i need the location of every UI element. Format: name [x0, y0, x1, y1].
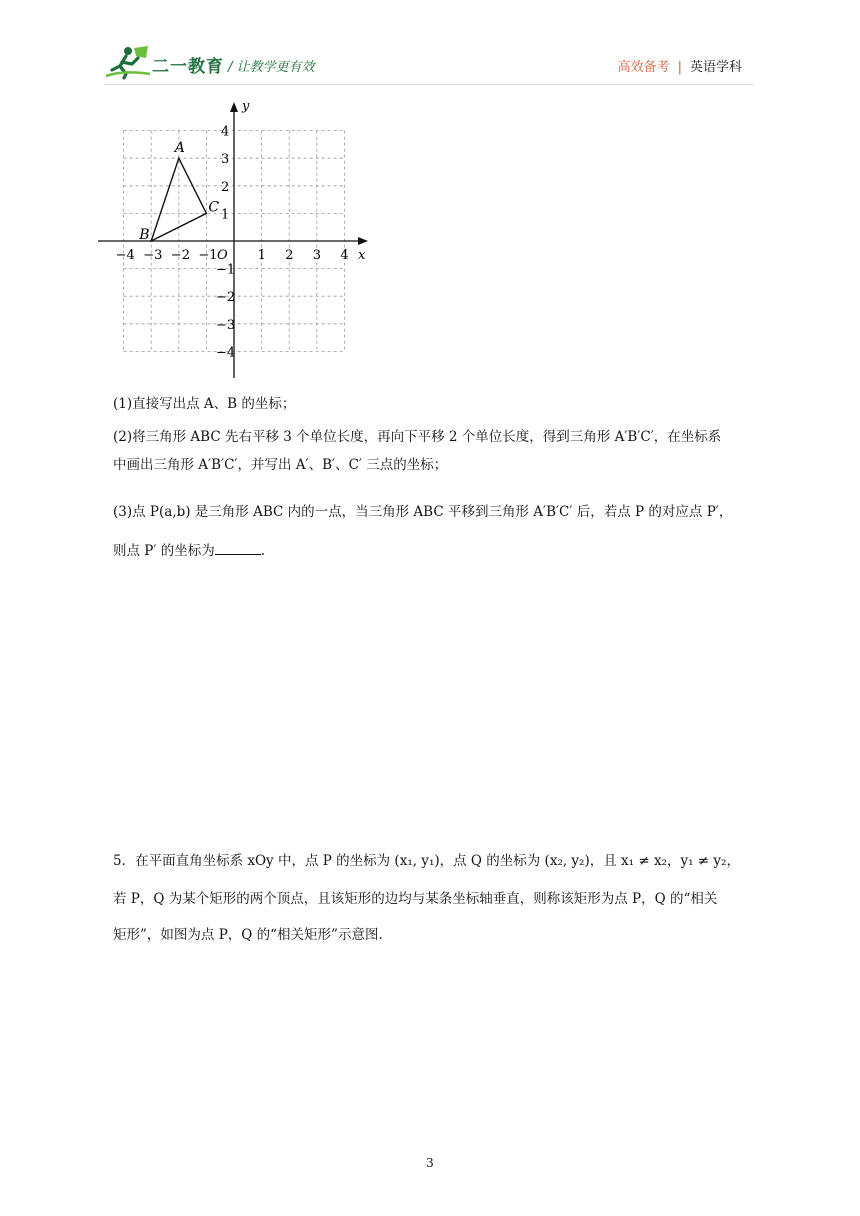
point-label-b: B: [139, 227, 150, 243]
point-label-a: A: [174, 140, 185, 157]
header-right: [618, 56, 742, 75]
x-axis-label: x: [358, 248, 366, 263]
y-tick-label: −4: [216, 345, 236, 361]
question-3-end: .: [260, 543, 266, 559]
answer-blank: [215, 540, 261, 555]
slogan: / 让教学更有效: [228, 60, 315, 75]
x-tick-label: 4: [340, 248, 349, 263]
y-tick-label: 4: [221, 124, 230, 140]
question-3-line-2: [113, 540, 758, 562]
question-5-line-1: 5．在平面直角坐标系 xOy 中，点 P 的坐标为 (x₁, y₁)，点 Q 的坐标为 (x₂, y₂)，且 x₁ ≠ x₂，y₁ ≠ y₂，: [113, 853, 740, 869]
question-3-line-1: (3)点 P(a,b) 是三角形 ABC 内的一点，当三角形 ABC 平移到三角形 A′B′C′ 后，若点 P 的对应点 P′，: [113, 504, 733, 520]
question-5-line-2: 若 P，Q 为某个矩形的两个顶点，且该矩形的边均与某条坐标轴垂直，则称该矩形为点 P，Q 的“相关: [113, 891, 718, 907]
header-separator: |: [677, 60, 682, 75]
y-tick-label: 2: [221, 179, 230, 195]
y-tick-label: −2: [216, 290, 236, 306]
page-header: [0, 0, 860, 92]
y-tick-label: 3: [221, 152, 230, 168]
question-5-line-3: 矩形”，如图为点 P，Q 的“相关矩形”示意图.: [113, 927, 383, 943]
origin-label: O: [217, 248, 228, 263]
y-tick-label: 1: [221, 207, 230, 223]
x-tick-label: −2: [170, 248, 190, 263]
x-tick-label: −3: [143, 248, 163, 263]
header-divider: [104, 84, 754, 85]
question-2-line-1: (2)将三角形 ABC 先右平移 3 个单位长度，再向下平移 2 个单位长度，得到三角形 A′B′C′，在坐标系: [113, 429, 722, 445]
brand-name: 二一教育: [152, 57, 224, 77]
header-category: 英语学科: [689, 60, 742, 75]
y-tick-label: −3: [216, 317, 236, 333]
question-1: (1)直接写出点 A、B 的坐标；: [113, 396, 296, 412]
point-label-c: C: [208, 199, 220, 216]
question-2-line-2: 中画出三角形 A′B′C′，并写出 A′、B′、C′ 三点的坐标；: [113, 457, 448, 473]
question-3-text: 则点 P′ 的坐标为: [113, 543, 215, 559]
x-axis-arrow: [358, 237, 368, 245]
runner-logo-icon: [104, 44, 152, 80]
x-tick-label: 1: [257, 248, 266, 263]
y-axis-label: y: [242, 100, 250, 114]
header-subtitle: 高效备考: [617, 60, 670, 75]
x-tick-label: −1: [198, 248, 218, 263]
tick-labels: [116, 125, 349, 361]
x-tick-label: 3: [312, 248, 322, 263]
coordinate-graph: [96, 100, 386, 385]
x-tick-label: 2: [285, 248, 294, 263]
y-tick-label: −1: [216, 262, 236, 278]
x-tick-label: −4: [115, 248, 135, 263]
page-number: 3: [426, 1156, 434, 1170]
y-axis-arrow: [230, 102, 238, 112]
